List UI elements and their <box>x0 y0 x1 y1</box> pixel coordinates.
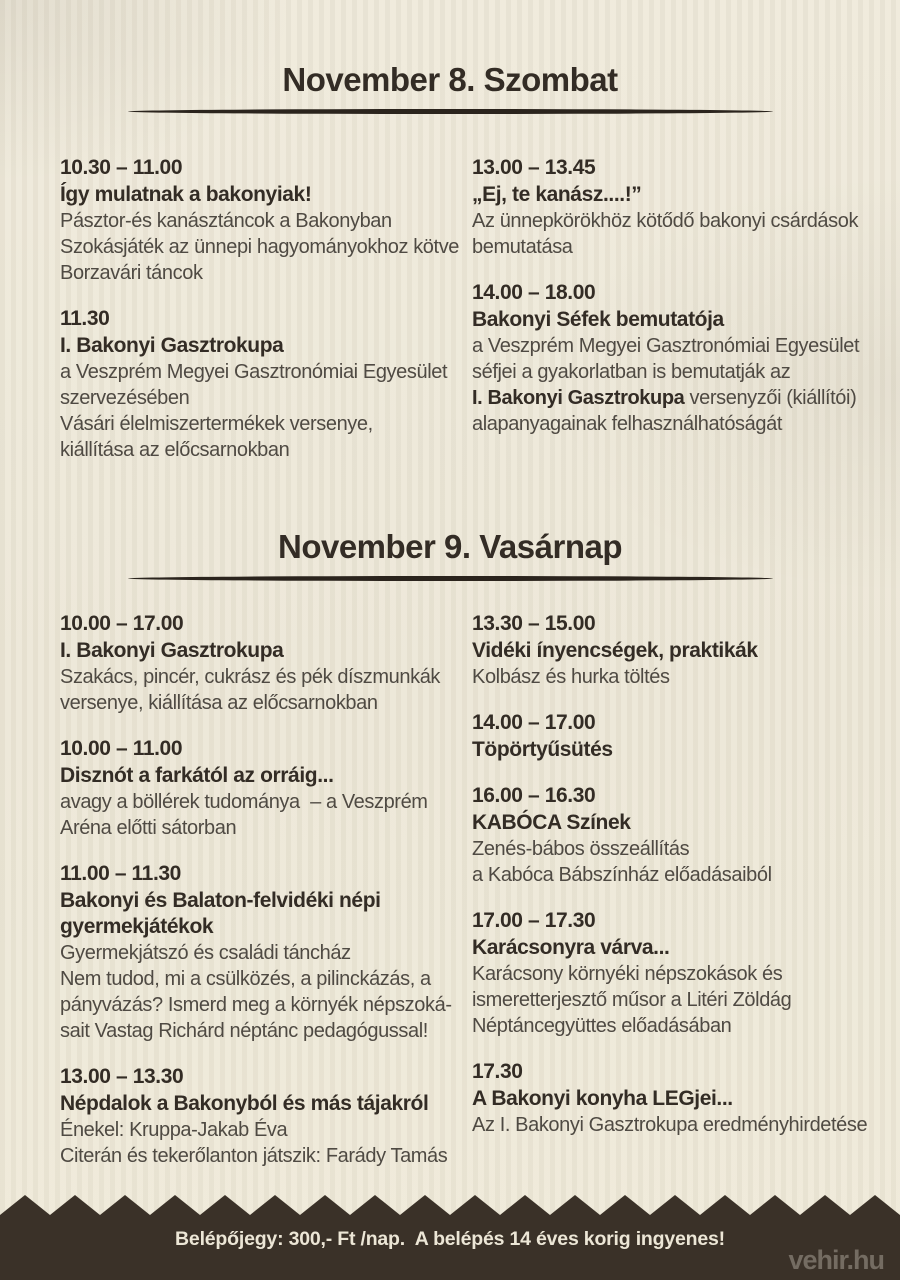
event-time: 10.00 – 11.00 <box>60 737 183 760</box>
event-item <box>472 709 872 763</box>
event-title: Vidéki ínyencségek, praktikák <box>472 639 758 662</box>
event-description-line: alapanyagainak felhasználhatóságát <box>472 413 782 435</box>
event-title: Így mulatnak a bakonyiak! <box>60 183 312 206</box>
event-title: I. Bakonyi Gasztrokupa <box>60 334 284 357</box>
event-title: Disznót a farkától az orráig... <box>60 764 334 787</box>
event-item <box>60 1063 472 1169</box>
event-item <box>472 610 872 690</box>
title-divider <box>128 109 773 114</box>
event-description-line: Borzavári táncok <box>60 262 203 284</box>
event-time: 17.00 – 17.30 <box>472 909 596 932</box>
event-item <box>60 154 472 286</box>
event-title: A Bakonyi konyha LEGjei... <box>472 1087 733 1110</box>
event-description-bold: I. Bakonyi Gasztrokupa <box>472 387 685 409</box>
column-right <box>472 154 872 456</box>
day-title: November 8. Szombat <box>282 61 618 98</box>
event-description-line: pányvázás? Ismerd meg a környék népszoká- <box>60 994 452 1016</box>
column-right <box>472 610 872 1157</box>
event-time: 16.00 – 16.30 <box>472 784 596 807</box>
event-time: 11.00 – 11.30 <box>60 862 181 885</box>
event-title: „Ej, te kanász....!” <box>472 183 642 206</box>
event-item <box>472 782 872 888</box>
event-title: Karácsonyra várva... <box>472 936 670 959</box>
event-description-line: ismeretterjesztő műsor a Litéri Zöldág <box>472 989 792 1011</box>
event-description-line: Szokásjáték az ünnepi hagyományokhoz kötve <box>60 236 460 258</box>
event-description-line: szervezésében <box>60 387 190 409</box>
event-description-line: Gyermekjátszó és családi táncház <box>60 942 351 964</box>
event-description-line: Énekel: Kruppa-Jakab Éva <box>60 1119 288 1141</box>
column-left <box>60 610 472 1188</box>
event-description-line: Pásztor-és kanásztáncok a Bakonyban <box>60 210 392 232</box>
event-time: 14.00 – 17.00 <box>472 711 596 734</box>
event-description-line: Az ünnepkörökhöz kötődő bakonyi csárdások <box>472 210 859 232</box>
event-title: KABÓCA Színek <box>472 811 631 834</box>
event-title: Bakonyi Séfek bemutatója <box>472 308 724 331</box>
event-item <box>472 154 872 260</box>
title-divider <box>128 576 773 581</box>
event-description-line: Nem tudod, mi a csülközés, a pilinckázás, a <box>60 968 431 990</box>
event-description-line: versenye, kiállítása az előcsarnokban <box>60 692 378 714</box>
event-title: Töpörtyűsütés <box>472 738 613 761</box>
ticket-info-text: Belépőjegy: 300,- Ft /nap. A belépés 14 éves korig ingyenes! <box>175 1228 725 1250</box>
event-description-line: a Kabóca Bábszínház előadásaiból <box>472 864 772 886</box>
vehir-logo: vehir.hu <box>788 1245 884 1275</box>
event-description-line: a Veszprém Megyei Gasztronómiai Egyesület <box>472 335 860 357</box>
footer <box>0 1195 900 1280</box>
event-item <box>60 735 472 841</box>
event-item <box>472 1058 872 1138</box>
event-description-line: Karácsony környéki népszokások és <box>472 963 783 985</box>
event-time: 13.30 – 15.00 <box>472 612 596 635</box>
zigzag-edge <box>0 1195 900 1215</box>
day-title: November 9. Vasárnap <box>277 528 622 565</box>
event-description-line: a Veszprém Megyei Gasztronómiai Egyesület <box>60 361 448 383</box>
event-time: 11.30 <box>60 307 110 330</box>
event-time: 13.00 – 13.45 <box>472 156 596 179</box>
column-left <box>60 154 472 482</box>
event-description-line: bemutatása <box>472 236 573 258</box>
event-description-line: séfjei a gyakorlatban is bemutatják az <box>472 361 791 383</box>
event-item <box>60 610 472 716</box>
event-columns <box>0 154 900 482</box>
event-time: 10.30 – 11.00 <box>60 156 183 179</box>
event-description-line: Zenés-bábos összeállítás <box>472 838 690 860</box>
event-item <box>472 907 872 1039</box>
event-description-line: Citerán és tekerőlanton játszik: Farády Tamás <box>60 1145 448 1167</box>
event-description-line: kiállítása az előcsarnokban <box>60 439 290 461</box>
event-description-line: Az I. Bakonyi Gasztrokupa eredményhirdetése <box>472 1114 868 1136</box>
event-time: 14.00 – 18.00 <box>472 281 596 304</box>
footer-bar <box>0 1215 900 1280</box>
event-description-line: Kolbász és hurka töltés <box>472 666 670 688</box>
event-time: 13.00 – 13.30 <box>60 1065 184 1088</box>
event-description-line: Néptáncegyüttes előadásában <box>472 1015 732 1037</box>
event-description-line: Aréna előtti sátorban <box>60 817 237 839</box>
event-item <box>472 279 872 437</box>
event-time: 17.30 <box>472 1060 523 1083</box>
event-item <box>60 305 472 463</box>
event-title: Bakonyi és Balaton-felvidéki népi <box>60 889 381 912</box>
event-description-line: Szakács, pincér, cukrász és pék díszmunkák <box>60 666 441 688</box>
event-title: I. Bakonyi Gasztrokupa <box>60 639 284 662</box>
event-title: Népdalok a Bakonyból és más tájakról <box>60 1092 429 1115</box>
event-description-line: sait Vastag Richárd néptánc pedagógussal! <box>60 1020 428 1042</box>
event-title: gyermekjátékok <box>60 915 214 938</box>
event-description-line <box>472 385 872 411</box>
event-item <box>60 860 472 1044</box>
event-description-line: Vásári élelmiszertermékek versenye, <box>60 413 373 435</box>
event-columns <box>0 610 900 1188</box>
event-description-line: avagy a böllérek tudománya – a Veszprém <box>60 791 428 813</box>
event-time: 10.00 – 17.00 <box>60 612 184 635</box>
event-description-text: versenyzői (kiállítói) <box>684 387 857 409</box>
